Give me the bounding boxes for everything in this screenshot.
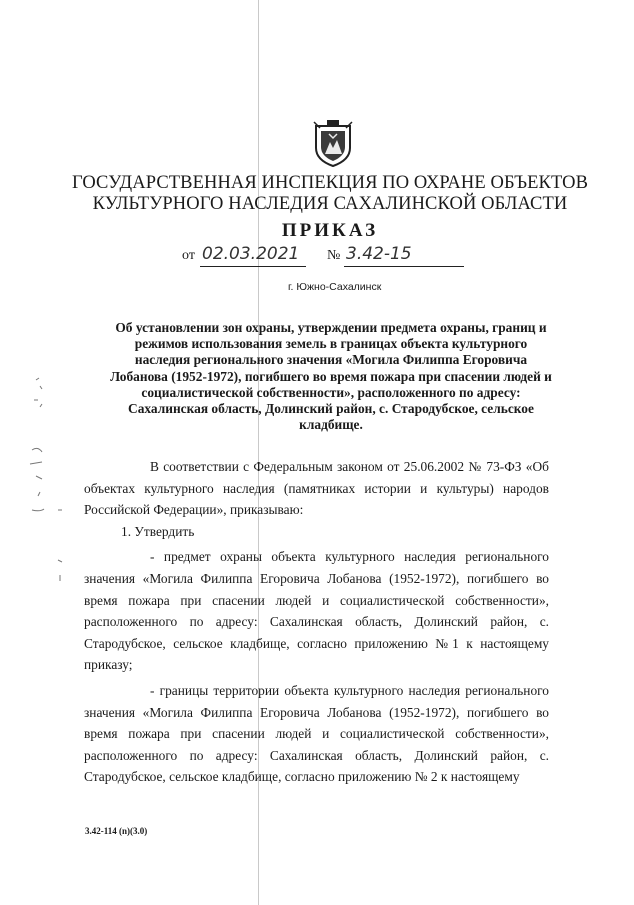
city-line: г. Южно-Сахалинск [288, 281, 382, 293]
document-number: 3.42-15 [344, 244, 464, 267]
number-prefix: № [327, 248, 341, 263]
agency-name-line-2: КУЛЬТУРНОГО НАСЛЕДИЯ САХАЛИНСКОЙ ОБЛАСТИ [92, 194, 568, 214]
form-code: 3.42-114 (n)(3.0) [85, 826, 148, 836]
document-subject: Об установлении зон охраны, утверждении предмета охраны, границ и режимов использования земель в границах объекта культурного наследия регионального значения «Могила Филиппа Егоровича Лобанова (1952-1972), погибшего во время пожара при спасении людей и социалистической собственности», расположенного по адресу: Сахалинская область, Долинский район, с. Стародубское, сельское кладбище. [110, 320, 552, 433]
scan-margin-marks [28, 360, 68, 590]
document-body [84, 456, 549, 788]
date-prefix: от [182, 248, 195, 263]
preamble-paragraph: В соответствии с Федеральным законом от 25.06.2002 № 73-ФЗ «Об объектах культурного наследия (памятниках истории и культуры) народов Российской Федерации», приказываю: [84, 459, 549, 518]
agency-name-line-1: ГОСУДАРСТВЕННАЯ ИНСПЕКЦИЯ ПО ОХРАНЕ ОБЪЕКТОВ [71, 173, 589, 193]
clause-1-item-2: - границы территории объекта культурного наследия регионального значения «Могила Филиппа Егоровича Лобанова (1952-1972), погибшего во время пожара при спасении людей и социалистической собственности», расположенного по адресу: Сахалинская область, Долинский район, с. Стародубское, сельское кладбище, согласно приложению № 2 к настоящему [84, 682, 549, 785]
clause-1-heading: 1. Утвердить [121, 523, 195, 539]
document-type-title: ПРИКАЗ [281, 220, 379, 241]
document-date: 02.03.2021 [200, 244, 306, 267]
agency-name [60, 173, 600, 215]
coat-of-arms-icon [312, 120, 354, 168]
clause-1-item-1: - предмет охраны объекта культурного наследия регионального значения «Могила Филиппа Егоровича Лобанова (1952-1972), погибшего во время пожара при спасении людей и социалистической собственности», расположенного по адресу: Сахалинская область, Долинский район, с. Стародубское, сельское кладбище, согласно приложению №1 к настоящему приказу; [84, 549, 549, 673]
